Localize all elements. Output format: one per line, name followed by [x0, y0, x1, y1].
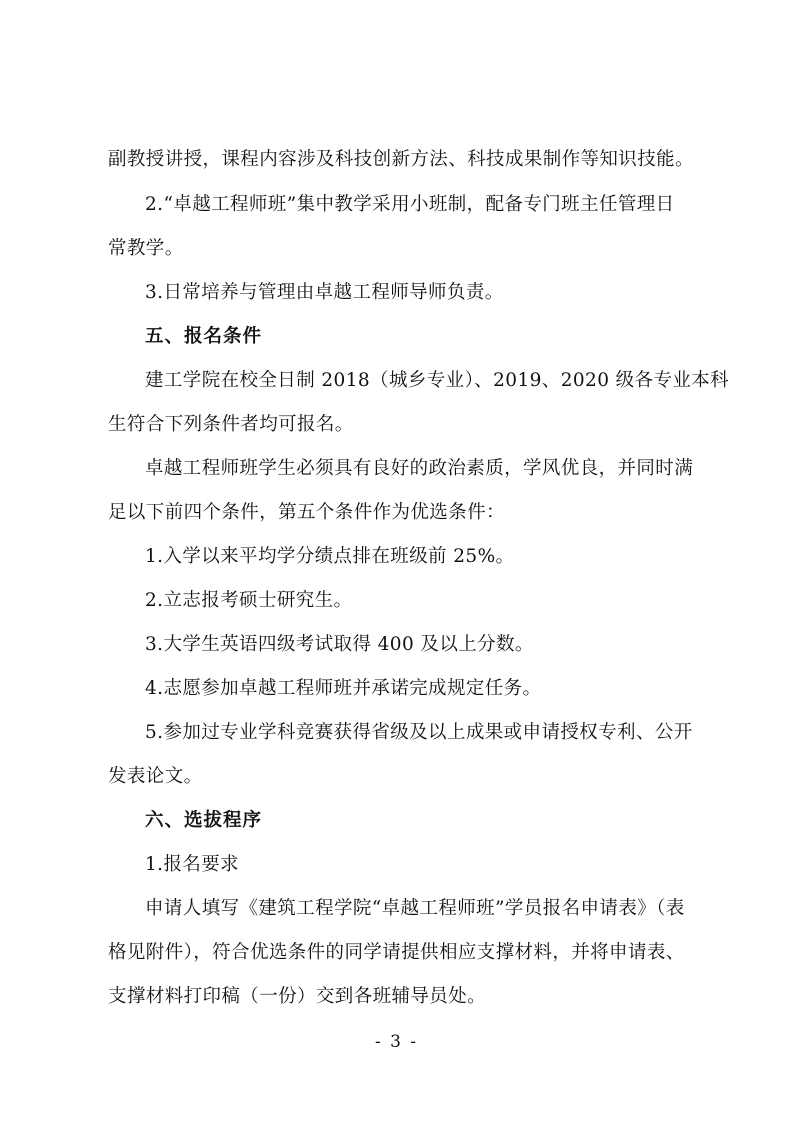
list-item: 5.参加过专业学科竞赛获得省级及以上成果或申请授权专利、公开	[145, 722, 693, 743]
paragraph-line: 建工学院在校全日制 2018（城乡专业）、2019、2020 级各专业本科	[145, 370, 730, 391]
paragraph-line: 发表论文。	[108, 766, 203, 787]
paragraph-line: 格见附件），符合优选条件的同学请提供相应支撑材料，并将申请表、	[108, 942, 685, 963]
paragraph-line: 卓越工程师班学生必须具有良好的政治素质，学风优良，并同时满	[145, 458, 694, 479]
subsection-heading: 1.报名要求	[145, 854, 240, 875]
section-heading-selection: 六、选拔程序	[145, 810, 263, 831]
paragraph-line: 支撑材料打印稿（一份）交到各班辅导员处。	[108, 986, 487, 1007]
paragraph-line: 生符合下列条件者均可报名。	[108, 414, 354, 435]
list-item: 4.志愿参加卓越工程师班并承诺完成规定任务。	[145, 678, 542, 699]
paragraph-line: 3.日常培养与管理由卓越工程师导师负责。	[145, 282, 504, 303]
list-item: 1.入学以来平均学分绩点排在班级前 25%。	[145, 546, 515, 567]
paragraph-line: 申请人填写《建筑工程学院“卓越工程师班”学员报名申请表》（表	[145, 898, 685, 919]
paragraph-line: 足以下前四个条件，第五个条件作为优选条件：	[108, 502, 505, 523]
list-item: 3.大学生英语四级考试取得 400 及以上分数。	[145, 634, 534, 655]
paragraph-line: 2.“卓越工程师班”集中教学采用小班制，配备专门班主任管理日	[145, 194, 675, 215]
list-item: 2.立志报考硕士研究生。	[145, 590, 353, 611]
paragraph-line: 副教授讲授，课程内容涉及科技创新方法、科技成果制作等知识技能。	[108, 149, 694, 170]
section-heading-registration: 五、报名条件	[145, 326, 263, 347]
paragraph-line: 常教学。	[108, 238, 184, 259]
page-number: - 3 -	[374, 1032, 419, 1052]
